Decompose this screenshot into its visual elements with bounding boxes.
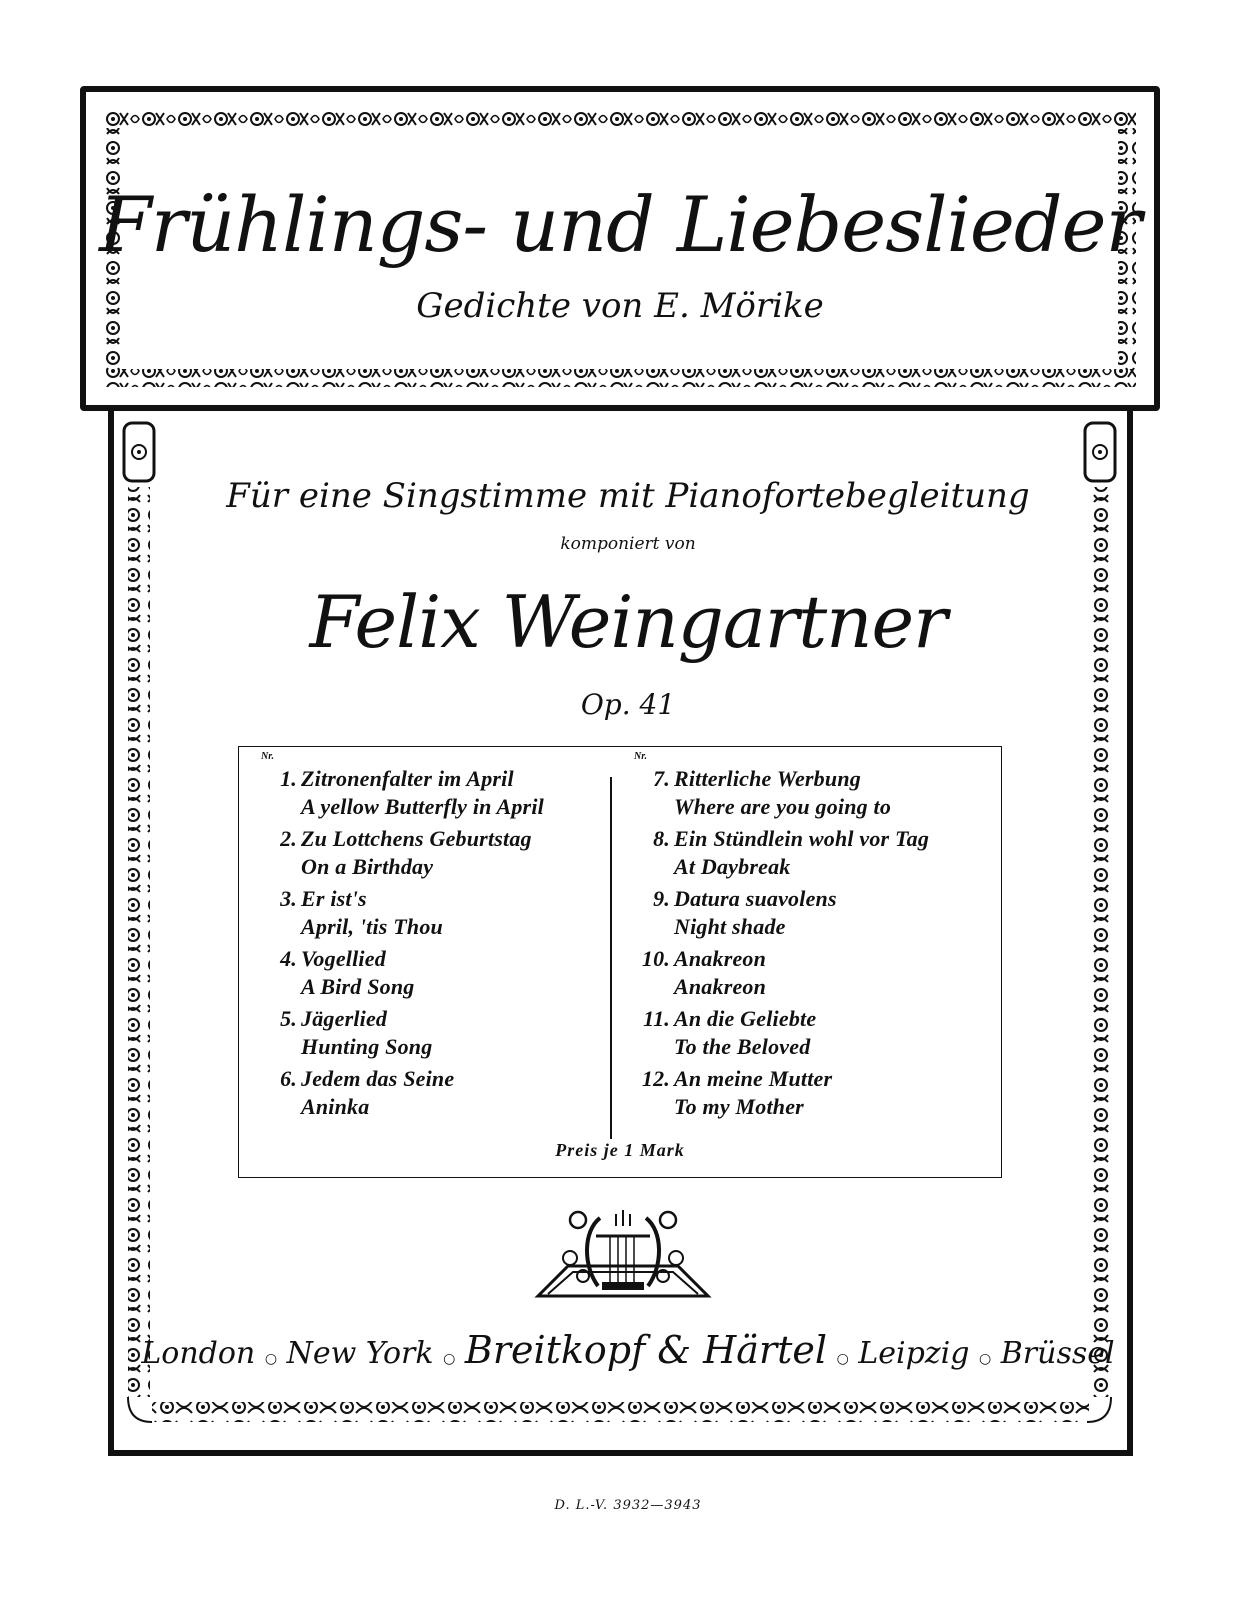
song-translation: Night shade	[674, 914, 786, 939]
song-translation: To my Mother	[674, 1094, 804, 1119]
song-number: 10.	[641, 946, 670, 971]
song-number: 11.	[643, 1006, 670, 1031]
song-title: Zu Lottchens Geburtstag	[301, 826, 532, 851]
song-entry	[634, 825, 974, 881]
publisher-city-leipzig: Leipzig	[858, 1336, 970, 1371]
title: Frühlings- und Liebeslieder	[99, 180, 1141, 269]
separator-dot-icon: ○	[836, 1351, 849, 1367]
subtitle: Gedichte von E. Mörike	[416, 286, 824, 326]
song-entry	[634, 1005, 974, 1061]
song-number: 8.	[653, 826, 670, 851]
song-list	[238, 746, 1002, 1178]
song-title: Jägerlied	[301, 1006, 388, 1031]
separator-dot-icon: ○	[264, 1351, 278, 1367]
song-entry	[261, 765, 601, 821]
song-entry	[261, 885, 601, 941]
right-medallion-icon	[1085, 423, 1115, 481]
column-divider	[610, 777, 612, 1139]
left-medallion-icon	[124, 423, 154, 481]
song-entry	[261, 825, 601, 881]
song-title: Vogellied	[301, 946, 386, 971]
song-number: 3.	[280, 886, 297, 911]
song-title: An die Geliebte	[674, 1006, 817, 1031]
song-number: 2.	[280, 826, 297, 851]
song-number: 6.	[280, 1066, 297, 1091]
song-translation: Hunting Song	[301, 1034, 433, 1059]
composed-by: komponiert von	[560, 534, 696, 554]
song-translation: A Bird Song	[301, 974, 415, 999]
song-title: Anakreon	[674, 946, 767, 971]
song-translation: Where are you going to	[674, 794, 892, 819]
song-entry	[634, 945, 974, 1001]
song-list-right-column	[634, 751, 974, 1125]
song-title: Ein Stündlein wohl vor Tag	[674, 826, 930, 851]
song-translation: Anakreon	[674, 974, 767, 999]
song-translation: Aninka	[301, 1094, 370, 1119]
song-translation: To the Beloved	[674, 1034, 811, 1059]
song-number: 9.	[653, 886, 670, 911]
song-number: 7.	[653, 766, 670, 791]
publisher-line	[0, 1328, 1256, 1372]
publisher-name: Breitkopf & Härtel	[464, 1328, 828, 1372]
song-title: Er ist's	[301, 886, 367, 911]
lyre-emblem-icon	[528, 1206, 718, 1306]
song-entry	[261, 945, 601, 1001]
song-number: 1.	[280, 766, 297, 791]
song-list-left-column	[261, 751, 601, 1125]
song-title: Ritterliche Werbung	[674, 766, 861, 791]
song-translation: At Daybreak	[674, 854, 791, 879]
song-translation: A yellow Butterfly in April	[301, 794, 544, 819]
publisher-city-bruessel: Brüssel	[1000, 1336, 1115, 1371]
nr-label: Nr.	[634, 751, 648, 762]
song-number: 12.	[641, 1066, 670, 1091]
song-entry	[261, 1065, 601, 1121]
voice-line: Für eine Singstimme mit Pianofortebegleitung	[226, 476, 1030, 516]
opus-number: Op. 41	[580, 688, 676, 721]
song-translation: April, 'tis Thou	[301, 914, 443, 939]
song-entry	[634, 765, 974, 821]
song-entry	[634, 885, 974, 941]
song-title: An meine Mutter	[674, 1066, 833, 1091]
song-number: 5.	[280, 1006, 297, 1031]
song-title: Jedem das Seine	[301, 1066, 455, 1091]
song-number: 4.	[280, 946, 297, 971]
price-note: Preis je 1 Mark	[555, 1140, 685, 1160]
catalog-number: D. L.-V. 3932—3943	[554, 1498, 702, 1513]
song-title: Zitronenfalter im April	[301, 766, 514, 791]
song-title: Datura suavolens	[674, 886, 837, 911]
title-frame	[80, 86, 1160, 411]
song-translation: On a Birthday	[301, 854, 434, 879]
song-entry	[261, 1005, 601, 1061]
nr-label: Nr.	[261, 751, 275, 762]
composer-name: Felix Weingartner	[309, 580, 947, 664]
publisher-city-london: London	[141, 1336, 256, 1371]
separator-dot-icon: ○	[443, 1351, 456, 1367]
song-entry	[634, 1065, 974, 1121]
publisher-city-new-york: New York	[286, 1336, 434, 1371]
separator-dot-icon: ○	[979, 1351, 992, 1367]
